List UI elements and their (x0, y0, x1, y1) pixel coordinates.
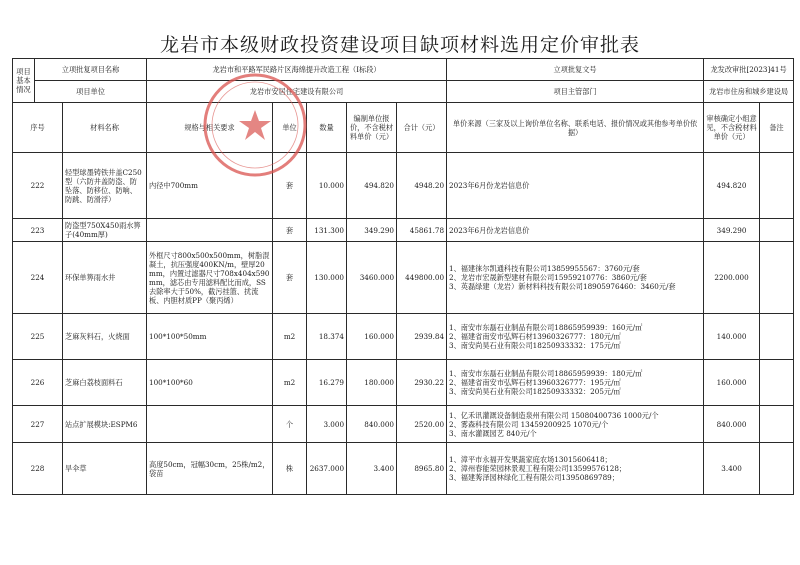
cell-price: 349.290 (347, 219, 397, 242)
col-header-remarks: 备注 (760, 103, 794, 153)
cell-remarks (760, 314, 794, 360)
project-dept-label: 项目主管部门 (447, 81, 704, 103)
approval-name-label: 立项批复项目名称 (35, 59, 147, 81)
table-row (13, 153, 794, 219)
cell-total: 2939.84 (397, 314, 447, 360)
cell-source: 1、亿禾讯灌溉设备制造泉州有限公司 15080400736 1000元/个 2、雾森科技有限公司 13459200925 1070元/个 3、南水灌溉园艺 840元/个 (447, 406, 704, 443)
col-header-unit: 单位 (273, 103, 307, 153)
approval-no-value: 龙发改审批[2023]41号 (704, 59, 794, 81)
cell-source: 1、福建徕尔凯通科技有限公司13859955567：3760元/套 2、龙岩市宏晟新型建材有限公司15959210776：3860元/套 3、英磊绿建（龙岩）新材料科技有限公司18905976460：3460元/套 (447, 242, 704, 314)
cell-source: 1、漳平市永福开发果蔬家庭农场13015606418； 2、漳州春能荣园林景观工程有限公司13599576128； 3、福建莠泽园林绿化工程有限公司13950869789； (447, 443, 704, 495)
cell-name: 轻型球墨铸铁井盖C250型（六防井盖防盗、防坠落、防移位、防响、防跳、防滑浮） (63, 153, 147, 219)
cell-name: 芝麻灰料石，火烧面 (63, 314, 147, 360)
cell-total: 8965.80 (397, 443, 447, 495)
cell-unit: 套 (273, 219, 307, 242)
cell-price: 160.000 (347, 314, 397, 360)
cell-unit: 套 (273, 153, 307, 219)
cell-price: 840.000 (347, 406, 397, 443)
col-header-source: 单价来源（三家及以上询价单位名称、联系电话、报价情况或其他参考单价依据） (447, 103, 704, 153)
project-unit-value: 龙岩市安居住宅建设有限公司 (147, 81, 447, 103)
cell-remarks (760, 219, 794, 242)
cell-approved: 349.290 (704, 219, 760, 242)
cell-price: 180.000 (347, 360, 397, 406)
cell-source: 1、南安市东磊石业制品有限公司18865959939：180元/㎡ 2、福建省南安市弘辉石材13960326777：195元/㎡ 3、南安尚昊石业有限公司18250933332：205元/㎡ (447, 360, 704, 406)
cell-approved: 3.400 (704, 443, 760, 495)
cell-seq: 227 (13, 406, 63, 443)
cell-qty: 130.000 (307, 242, 347, 314)
cell-approved: 840.000 (704, 406, 760, 443)
col-header-approved: 审核确定小组意见，不含税材料单价（元） (704, 103, 760, 153)
cell-spec: 内径中700mm (147, 153, 273, 219)
cell-approved: 494.820 (704, 153, 760, 219)
table-row (13, 406, 794, 443)
col-header-price: 编制单位报价，不含税材料单价（元） (347, 103, 397, 153)
approval-table (12, 58, 794, 495)
cell-remarks (760, 406, 794, 443)
cell-name: 站点扩展模块:ESPM6 (63, 406, 147, 443)
cell-name: 旱伞草 (63, 443, 147, 495)
project-unit-label: 项目单位 (35, 81, 147, 103)
col-header-name: 材料名称 (63, 103, 147, 153)
col-header-spec: 规格与相关要求 (147, 103, 273, 153)
col-header-seq: 序号 (13, 103, 63, 153)
cell-qty: 3.000 (307, 406, 347, 443)
project-info-section-label: 项目基本情况 (13, 59, 35, 103)
cell-source: 2023年6月份龙岩信息价 (447, 219, 704, 242)
cell-source: 1、南安市东磊石业制品有限公司18865959939：160元/㎡ 2、福建省南安市弘辉石材13960326777：180元/㎡ 3、南安尚昊石业有限公司18250933332：175元/㎡ (447, 314, 704, 360)
cell-unit: 套 (273, 242, 307, 314)
cell-total: 2930.22 (397, 360, 447, 406)
cell-name: 环保单箅雨水井 (63, 242, 147, 314)
col-header-total: 合计（元） (397, 103, 447, 153)
cell-remarks (760, 153, 794, 219)
cell-seq: 226 (13, 360, 63, 406)
cell-price: 3.400 (347, 443, 397, 495)
cell-name: 防盗型750X450雨水箅子(40mm厚) (63, 219, 147, 242)
cell-name: 芝麻白荔枝面料石 (63, 360, 147, 406)
cell-approved: 2200.000 (704, 242, 760, 314)
cell-seq: 224 (13, 242, 63, 314)
table-row (13, 360, 794, 406)
page-title: 龙岩市本级财政投资建设项目缺项材料选用定价审批表 (159, 34, 640, 56)
cell-spec (147, 406, 273, 443)
cell-spec: 100*100*60 (147, 360, 273, 406)
cell-qty: 16.279 (307, 360, 347, 406)
cell-total: 4948.20 (397, 153, 447, 219)
col-header-qty: 数量 (307, 103, 347, 153)
cell-unit: 株 (273, 443, 307, 495)
cell-qty: 2637.000 (307, 443, 347, 495)
cell-spec: 外框尺寸800x500x500mm，树脂混凝土，抗压强度400KN/m，壁厚20mm，内置过滤器尺寸708x404x590mm，滤芯由专用滤料配比而成，SS去除率大于50%，截污挂篮、扰流板、内胆材质PP（聚丙烯） (147, 242, 273, 314)
cell-seq: 223 (13, 219, 63, 242)
table-row (13, 443, 794, 495)
cell-seq: 228 (13, 443, 63, 495)
cell-approved: 140.000 (704, 314, 760, 360)
cell-qty: 10.000 (307, 153, 347, 219)
cell-qty: 131.300 (307, 219, 347, 242)
project-dept-value: 龙岩市住房和城乡建设局 (704, 81, 794, 103)
cell-spec (147, 219, 273, 242)
cell-spec: 高度50cm，冠幅30cm，25株/m2，袋苗 (147, 443, 273, 495)
cell-spec: 100*100*50mm (147, 314, 273, 360)
table-row (13, 242, 794, 314)
cell-total: 2520.00 (397, 406, 447, 443)
cell-unit: m2 (273, 314, 307, 360)
cell-source: 2023年6月份龙岩信息价 (447, 153, 704, 219)
cell-unit: 个 (273, 406, 307, 443)
cell-remarks (760, 360, 794, 406)
cell-price: 3460.000 (347, 242, 397, 314)
approval-name-value: 龙岩市和平路军民路片区海绵提升改造工程（I标段） (147, 59, 447, 81)
cell-total: 45861.78 (397, 219, 447, 242)
table-row (13, 219, 794, 242)
cell-approved: 160.000 (704, 360, 760, 406)
cell-unit: m2 (273, 360, 307, 406)
cell-remarks (760, 242, 794, 314)
cell-remarks (760, 443, 794, 495)
cell-price: 494.820 (347, 153, 397, 219)
cell-seq: 222 (13, 153, 63, 219)
approval-no-label: 立项批复文号 (447, 59, 704, 81)
cell-qty: 18.374 (307, 314, 347, 360)
cell-total: 449800.00 (397, 242, 447, 314)
cell-seq: 225 (13, 314, 63, 360)
table-row (13, 314, 794, 360)
